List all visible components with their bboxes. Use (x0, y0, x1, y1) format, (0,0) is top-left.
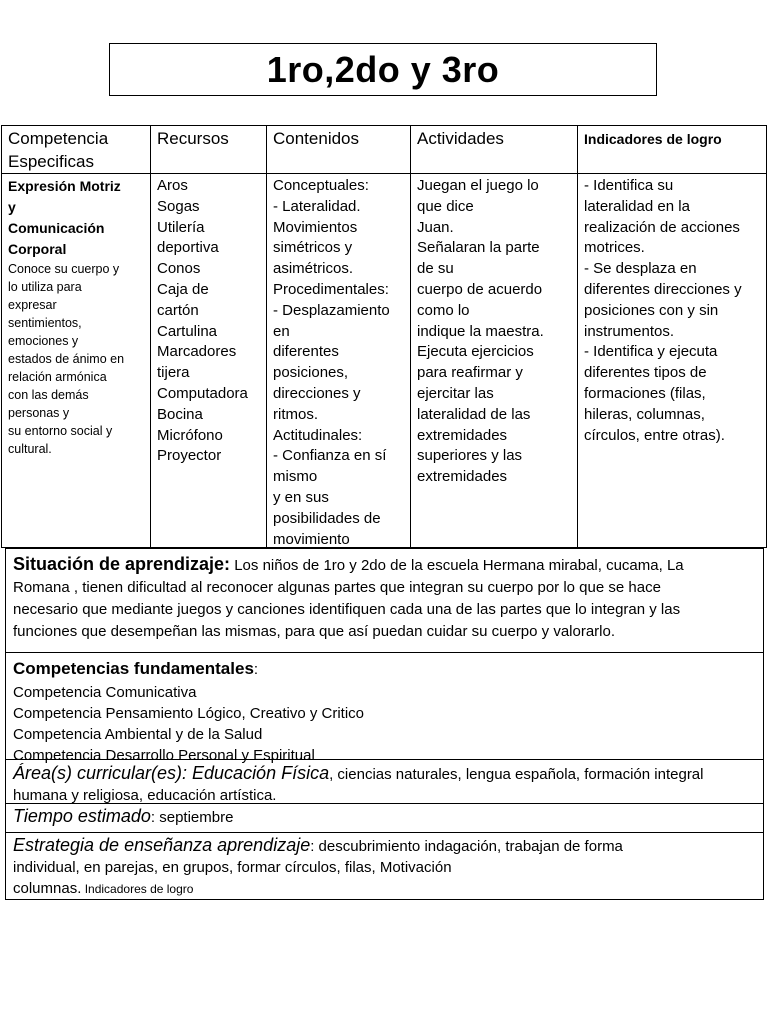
indicador-line: - Identifica y ejecuta (584, 343, 718, 361)
competency-table (1, 125, 767, 548)
actividad-line: de su (417, 260, 454, 278)
situacion-aprendizaje (5, 548, 764, 653)
contenido-line: en (273, 322, 290, 340)
header-actividades (411, 126, 577, 174)
competencia-desc-line: su entorno social y (8, 424, 113, 438)
area-text-line2: humana y religiosa, educación artística. (13, 787, 277, 804)
competencia-desc-line: sentimientos, (8, 316, 82, 330)
competencias-label: Competencias fundamentales (13, 659, 254, 678)
contenido-line: y en sus (273, 488, 329, 506)
competencia-desc-line: relación armónica (8, 370, 107, 384)
estrategia-text-line3: columnas. (13, 880, 82, 897)
competencia-description (8, 260, 144, 458)
competencia-desc-line: estados de ánimo en (8, 352, 125, 366)
situacion-line-1 (13, 553, 756, 577)
estrategia-label: Estrategia de enseñanza aprendizaje (13, 835, 311, 855)
header-indicadores (578, 126, 766, 174)
competencia-desc-line: Conoce su cuerpo y (8, 262, 120, 276)
competencias-colon: : (253, 661, 259, 678)
header-competencia-line1: Competencia (8, 129, 109, 148)
situacion-label: Situación de aprendizaje: (13, 554, 231, 574)
tiempo-value: : septiembre (150, 809, 234, 826)
indicador-line: lateralidad en la (584, 197, 690, 215)
contenido-line: ritmos. (273, 405, 318, 423)
contenido-line: Movimientos (273, 218, 358, 236)
contenido-line: Conceptuales: (273, 177, 369, 194)
recurso-item: deportiva (157, 239, 219, 257)
competencia-desc-line: lo utiliza para (8, 280, 82, 294)
competencia-title (8, 176, 144, 260)
recurso-item: tijera (157, 364, 190, 382)
indicador-line: círculos, entre otras). (584, 426, 725, 444)
area-text: , ciencias naturales, lengua española, formación integral (329, 766, 704, 783)
competencia-title-line: Expresión Motriz (8, 178, 121, 194)
contenido-line: asimétricos. (273, 260, 354, 278)
actividad-line: Juegan el juego lo (417, 177, 539, 194)
indicador-line: motrices. (584, 239, 645, 257)
tiempo-label: Tiempo estimado (13, 806, 151, 826)
actividad-line: para reafirmar y (417, 364, 523, 382)
cell-indicadores (578, 174, 766, 547)
recurso-item: Bocina (157, 405, 203, 423)
recurso-item: cartón (157, 301, 199, 319)
competencia-title-line: Comunicación (8, 220, 105, 236)
header-recursos-label: Recursos (157, 129, 229, 148)
actividad-line: cuerpo de acuerdo (417, 280, 543, 298)
column-competencia (2, 126, 150, 547)
area-curricular (5, 759, 764, 804)
contenido-line: - Desplazamiento (273, 301, 390, 319)
page-title: 1ro,2do y 3ro (266, 48, 500, 90)
actividad-line: Juan. (417, 218, 454, 236)
recurso-item: Computadora (157, 384, 248, 402)
recurso-item: Utilería (157, 218, 205, 236)
situacion-line-4: funciones que desempeñan las mismas, para que así puedan cuidar su cuerpo y valorarlo. (13, 623, 616, 640)
title-box (109, 43, 657, 96)
contenido-line: mismo (273, 468, 318, 486)
header-competencia (2, 126, 150, 174)
competencia-title-line: Corporal (8, 241, 67, 257)
indicador-line: hileras, columnas, (584, 405, 705, 423)
competencia-desc-line: cultural. (8, 442, 52, 456)
actividad-line: Señalaran la parte (417, 239, 540, 257)
competencia-item: Competencia Ambiental y de la Salud (13, 726, 263, 743)
contenido-line: Procedimentales: (273, 280, 389, 298)
actividad-line: Ejecuta ejercicios (417, 343, 534, 361)
contenido-line: diferentes (273, 343, 339, 361)
contenido-line: - Lateralidad. (273, 197, 361, 215)
situacion-line-3: necesario que mediante juegos y canciones identifiquen cada una de las partes que lo integran y las (13, 601, 681, 618)
contenido-line: posiciones, (273, 364, 349, 382)
estrategia-tail: Indicadores de logro (81, 882, 194, 896)
cell-competencia (2, 174, 150, 547)
column-indicadores (577, 126, 766, 547)
indicador-line: instrumentos. (584, 322, 675, 340)
header-indicadores-label: Indicadores de logro (584, 131, 722, 147)
indicador-line: realización de acciones (584, 218, 740, 236)
recurso-item: Micrófono (157, 426, 223, 444)
competencias-fundamentales (5, 652, 764, 764)
situacion-line-2: Romana , tienen dificultad al reconocer algunas partes que integran su cuerpo por lo que se hace (13, 579, 661, 596)
contenido-line: posibilidades de (273, 509, 381, 527)
recurso-item: Marcadores (157, 343, 237, 361)
column-recursos (150, 126, 266, 547)
header-contenidos (267, 126, 410, 174)
column-actividades (410, 126, 577, 547)
cell-actividades (411, 174, 577, 547)
area-label: Área(s) curricular(es): Educación Física (13, 763, 330, 783)
recurso-item: Sogas (157, 197, 200, 215)
competencia-item: Competencia Desarrollo Personal y Espiritual (13, 747, 315, 764)
contenido-line: movimiento (273, 530, 350, 548)
contenido-line: - Confianza en sí (273, 447, 387, 465)
contenido-line: Actitudinales: (273, 426, 363, 444)
header-competencia-line2: Especificas (8, 152, 94, 171)
competencia-item: Competencia Comunicativa (13, 684, 197, 701)
recurso-item: Conos (157, 260, 201, 278)
header-contenidos-label: Contenidos (273, 129, 360, 148)
indicador-line: - Identifica su (584, 177, 674, 194)
actividad-line: indique la maestra. (417, 322, 544, 340)
competencia-desc-line: personas y (8, 406, 70, 420)
indicador-line: diferentes direcciones y (584, 280, 742, 298)
competencia-desc-line: expresar (8, 298, 57, 312)
recurso-item: Cartulina (157, 322, 218, 340)
cell-recursos (151, 174, 266, 547)
indicador-line: formaciones (filas, (584, 384, 706, 402)
contenido-line: simétricos y (273, 239, 353, 257)
indicador-line: posiciones con y sin (584, 301, 719, 319)
actividad-line: extremidades (417, 468, 508, 486)
competencia-title-line: y (8, 199, 16, 215)
estrategia-text-line2: individual, en parejas, en grupos, formar círculos, filas, Motivación (13, 859, 452, 876)
competencia-item: Competencia Pensamiento Lógico, Creativo y Critico (13, 705, 364, 722)
estrategia-ensenanza (5, 832, 764, 900)
recurso-item: Proyector (157, 447, 222, 465)
actividad-line: que dice (417, 197, 474, 215)
competencias-heading (13, 657, 756, 682)
header-recursos (151, 126, 266, 174)
actividad-line: ejercitar las (417, 384, 494, 402)
tiempo-estimado (5, 803, 764, 833)
recurso-item: Aros (157, 177, 188, 194)
competencia-desc-line: emociones y (8, 334, 79, 348)
actividad-line: lateralidad de las (417, 405, 531, 423)
column-contenidos (266, 126, 410, 547)
header-actividades-label: Actividades (417, 129, 504, 148)
actividad-line: extremidades (417, 426, 508, 444)
estrategia-text: : descubrimiento indagación, trabajan de forma (310, 838, 623, 855)
competencia-desc-line: con las demás (8, 388, 89, 402)
situacion-text-1: Los niños de 1ro y 2do de la escuela Hermana mirabal, cucama, La (230, 557, 684, 574)
actividad-line: superiores y las (417, 447, 523, 465)
indicador-line: diferentes tipos de (584, 364, 707, 382)
cell-contenidos (267, 174, 410, 547)
contenido-line: direcciones y (273, 384, 361, 402)
indicador-line: - Se desplaza en (584, 260, 697, 278)
recurso-item: Caja de (157, 280, 209, 298)
actividad-line: como lo (417, 301, 470, 319)
